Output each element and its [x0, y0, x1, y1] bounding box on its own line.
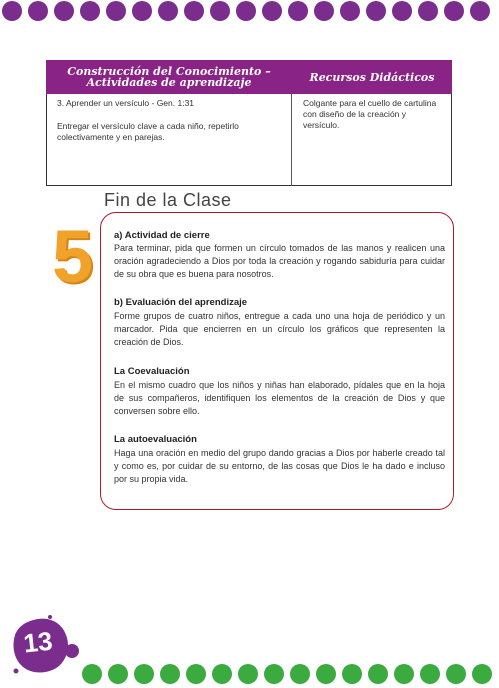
top-dot-border	[0, 0, 499, 24]
border-dot	[236, 1, 256, 21]
border-dot	[446, 664, 466, 684]
border-dot	[420, 664, 440, 684]
closing-activity-text: Para terminar, pida que formen un círculo tomados de las manos y realicen una oración agradeciendo a Dios por toda la creación y rogando sabiduría para cuidar de su obra que es buena para nosotros.	[114, 243, 445, 280]
border-dot	[132, 1, 152, 21]
table-body	[46, 94, 452, 186]
header-resources: Recursos Didácticos	[309, 70, 435, 84]
closing-activity-title: a) Actividad de cierre	[114, 230, 210, 241]
border-dot	[290, 664, 310, 684]
border-dot	[210, 1, 230, 21]
border-dot	[160, 664, 180, 684]
border-dot	[288, 1, 308, 21]
border-dot	[472, 664, 492, 684]
border-dot	[264, 664, 284, 684]
header-activities: Construcción del Conocimiento – Actividades de aprendizaje	[67, 65, 271, 89]
border-dot	[134, 664, 154, 684]
border-dot	[106, 1, 126, 21]
border-dot	[392, 1, 412, 21]
learning-evaluation-title: b) Evaluación del aprendizaje	[114, 297, 248, 308]
border-dot	[418, 1, 438, 21]
border-dot	[2, 1, 22, 21]
border-dot	[28, 1, 48, 21]
content-box	[100, 212, 454, 510]
border-dot	[366, 1, 386, 21]
border-dot	[444, 1, 464, 21]
self-evaluation-title: La autoevaluación	[114, 434, 197, 445]
learning-evaluation-text: Forme grupos de cuatro niños, entregue a cada uno una hoja de periódico y un marcador. Pida que encierren en un círculo los gráficos que representen la creación de Dios.	[114, 311, 445, 348]
self-evaluation-text: Haga una oración en medio del grupo dando gracias a Dios por haberle creado tal y como es, por cuidar de su entorno, de las cosas que Dios le ha dado e incluso por su propia vida.	[114, 448, 445, 485]
border-dot	[342, 664, 362, 684]
border-dot	[314, 1, 334, 21]
border-dot	[108, 664, 128, 684]
section-number: 5	[52, 215, 94, 298]
border-dot	[186, 664, 206, 684]
resources-cell: Colgante para el cuello de cartulina con diseño de la creación y versículo.	[303, 98, 437, 130]
border-dot	[158, 1, 178, 21]
activity-table	[46, 60, 452, 186]
bottom-dot-border	[0, 662, 499, 686]
coevaluation-title: La Coevaluación	[114, 366, 190, 377]
border-dot	[470, 1, 490, 21]
activities-cell	[57, 98, 285, 143]
border-dot	[82, 664, 102, 684]
border-dot	[340, 1, 360, 21]
table-header	[46, 60, 452, 94]
border-dot	[212, 664, 232, 684]
border-dot	[262, 1, 282, 21]
border-dot	[368, 664, 388, 684]
border-dot	[80, 1, 100, 21]
border-dot	[316, 664, 336, 684]
border-dot	[238, 664, 258, 684]
page-number: 13	[21, 625, 54, 659]
border-dot	[394, 664, 414, 684]
activity-title: 3. Aprender un versículo - Gen. 1:31	[57, 98, 195, 108]
border-dot	[54, 1, 74, 21]
border-dot	[184, 1, 204, 21]
activity-description: Entregar el versículo clave a cada niño, repetirlo colectivamente y en parejas.	[57, 121, 239, 142]
coevaluation-text: En el mismo cuadro que los niños y niñas han elaborado, pídales que en la hoja de sus compañeros, identifiquen los elementos de la creación de Dios y que conversen sobre ello.	[114, 380, 445, 417]
section-title: Fin de la Clase	[104, 190, 232, 210]
column-divider	[291, 94, 292, 186]
